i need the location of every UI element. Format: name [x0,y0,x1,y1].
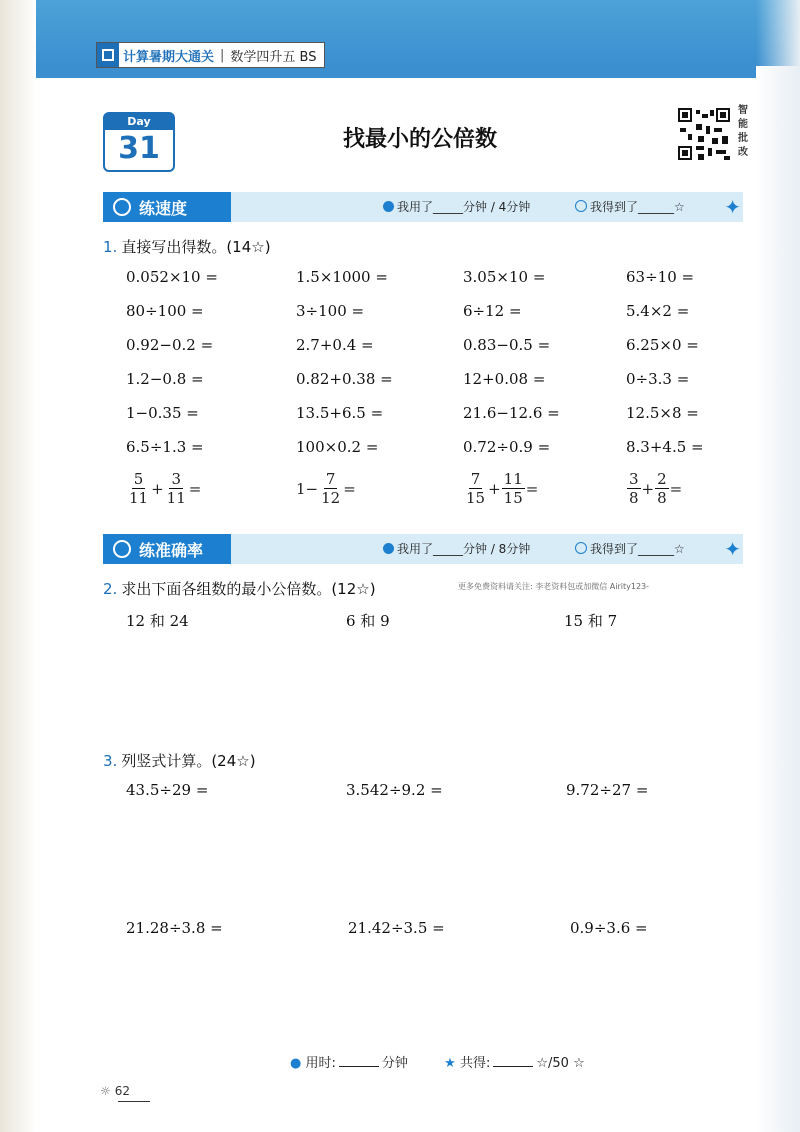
page-number [100,1084,130,1098]
denominator: 11 [129,489,149,507]
q1-item: 0÷3.3 = [626,370,690,388]
footer-summary [290,1052,585,1071]
q1-item: 1.2−0.8 = [126,370,204,388]
qr-code-icon[interactable] [676,106,732,162]
page-shadow [756,0,800,1132]
check-icon [575,200,587,212]
numerator: 5 [133,470,144,488]
denominator: 15 [503,489,523,507]
q1-fraction-item [626,470,682,507]
equals-sign: = [188,479,202,498]
q3-item: 21.28÷3.8 = [126,919,223,937]
denominator: 11 [166,489,186,507]
q2-item: 15 和 7 [564,612,618,630]
book-header [96,42,325,68]
q1-item: 63÷10 = [626,268,695,286]
day-badge [103,112,175,172]
book-logo-icon [97,43,119,67]
denominator: 8 [629,489,639,507]
operator: + [641,479,655,498]
time-blank[interactable] [339,1054,379,1067]
q1-fraction-item [126,470,201,507]
fraction [655,470,669,507]
q2-item: 12 和 24 [126,612,189,630]
q1-item: 2.7+0.4 = [296,336,374,354]
target-icon [113,540,131,558]
score-stat [575,534,685,564]
fraction [502,470,525,507]
operator: + [488,479,501,498]
q1-item: 8.3+4.5 = [626,438,704,456]
day-number: 31 [118,131,160,166]
score-stat-text: 我得到了______☆ [590,200,685,214]
footer-time-label: 用时: [305,1056,336,1071]
score-stat [575,192,685,222]
equals-sign: = [525,479,539,498]
clock-icon: ● [290,1056,302,1071]
denominator: 12 [321,489,341,507]
q3-item: 43.5÷29 = [126,781,209,799]
header-separator: | [220,47,225,63]
fraction [127,470,150,507]
fraction [627,470,641,507]
page-number-rule [118,1101,150,1102]
q1-item: 0.052×10 = [126,268,218,286]
time-stat-text: 我用了_____分钟 / 8分钟 [397,542,531,556]
time-stat [383,534,530,564]
q1-item: 80÷100 = [126,302,204,320]
q1-item: 21.6−12.6 = [463,404,560,422]
numerator: 3 [171,470,181,488]
section-accuracy-bar [103,534,743,564]
q1-item: 6.25×0 = [626,336,699,354]
q2-text: 求出下面各组数的最小公倍数。(12☆) [121,580,376,598]
q1-item: 0.82+0.38 = [296,370,393,388]
q3-number: 3. [103,752,118,770]
time-stat-text: 我用了_____分钟 / 4分钟 [397,200,531,214]
q1-item: 0.83−0.5 = [463,336,551,354]
section-speed-label: 练速度 [139,198,188,218]
q3-item: 9.72÷27 = [566,781,649,799]
q3-text: 列竖式计算。(24☆) [121,752,256,770]
q1-item: 12.5×8 = [626,404,699,422]
q1-item: 100×0.2 = [296,438,379,456]
numerator: 7 [470,470,481,488]
series-title: 计算暑期大通关 [123,49,215,65]
stopwatch-icon [113,198,131,216]
q1-item: 6÷12 = [463,302,522,320]
footer-score-label: 共得: [459,1056,491,1071]
section-accuracy-label: 练准确率 [139,540,204,560]
denominator: 15 [466,489,486,507]
q1-item: 6.5÷1.3 = [126,438,204,456]
fraction [464,470,487,507]
fraction [165,470,188,507]
score-blank[interactable] [493,1054,533,1067]
day-label: Day [105,114,173,130]
check-icon [575,542,587,554]
q3-title [103,750,256,771]
section-accuracy-tab [103,534,231,564]
q1-fraction-item [463,470,538,507]
operator: 1− [296,479,319,498]
q1-item: 5.4×2 = [626,302,690,320]
page-edge [0,0,36,1132]
time-stat [383,192,530,222]
q1-title [103,236,271,257]
promo-note: 更多免费资料请关注: 李老资料包或加微信 Airity123- [458,582,650,591]
q3-item: 21.42÷3.5 = [348,919,445,937]
numerator: 11 [503,470,523,488]
q3-item: 3.542÷9.2 = [346,781,443,799]
q1-fraction-item [296,470,356,507]
clock-icon [383,201,394,212]
q1-item: 0.72÷0.9 = [463,438,551,456]
q1-item: 1.5×1000 = [296,268,388,286]
q1-item: 3.05×10 = [463,268,546,286]
numerator: 2 [657,470,667,488]
subject-label: 数学四升五 BS [230,49,317,65]
operator: + [151,479,164,498]
q1-item: 12+0.08 = [463,370,546,388]
numerator: 3 [629,470,639,488]
q1-text: 直接写出得数。(14☆) [121,238,271,256]
q3-item: 0.9÷3.6 = [570,919,648,937]
star-icon: ✦ [724,537,741,561]
q1-number: 1. [103,238,118,256]
equals-sign: = [343,479,356,498]
q1-item: 3÷100 = [296,302,365,320]
footer-time-unit: 分钟 [381,1056,408,1071]
numerator: 7 [325,470,336,488]
sun-icon: ☼ [100,1084,111,1098]
star-icon: ✦ [724,195,741,219]
page-number-text: 62 [114,1084,131,1098]
denominator: 8 [657,489,667,507]
star-icon: ★ [444,1056,456,1071]
q1-item: 13.5+6.5 = [296,404,384,422]
q2-item: 6 和 9 [346,612,390,630]
footer-score-unit: ☆/50 ☆ [536,1056,585,1071]
clock-icon [383,543,394,554]
q2-title [103,578,376,599]
fraction [319,470,342,507]
qr-label: 智能批改 [738,105,748,158]
q2-number: 2. [103,580,118,598]
section-speed-tab [103,192,231,222]
q1-item: 0.92−0.2 = [126,336,214,354]
section-speed-bar [103,192,743,222]
equals-sign: = [669,479,683,498]
page-title: 找最小的公倍数 [342,127,497,152]
score-stat-text: 我得到了______☆ [590,542,685,556]
q1-item: 1−0.35 = [126,404,199,422]
